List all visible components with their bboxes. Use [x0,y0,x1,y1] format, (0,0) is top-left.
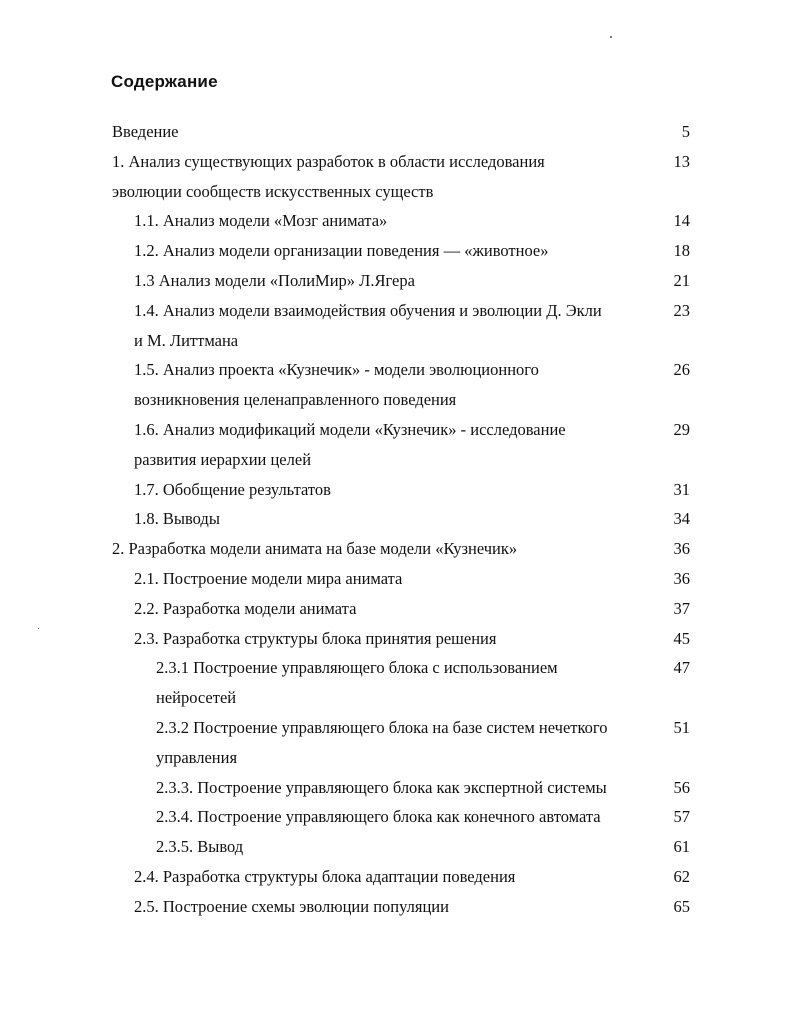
toc-page-number: 57 [673,807,690,827]
toc-entry-continuation: управления [156,747,238,767]
toc-entry-title: 2.2. Разработка модели анимата [134,598,357,618]
toc-page-number: 62 [673,867,690,886]
toc-entry-title: 2.3.4. Построение управляющего блока как конечного автомата [156,807,601,827]
toc-entry-title: 2. Разработка модели анимата на базе модели «Кузнечик» [112,539,518,559]
toc-entry-continuation: развития иерархии целей [134,449,312,469]
toc-page-number: 13 [673,151,690,171]
toc-page-number: 14 [673,211,690,231]
toc-entry-continuation: нейросетей [156,688,237,708]
toc-entry-title: 1.3 Анализ модели «ПолиМир» Л.Ягера [134,271,415,290]
scan-speck [610,36,612,38]
toc-page-number: 23 [673,300,690,320]
toc-page-number: 37 [673,598,690,618]
toc-page-number: 18 [673,241,690,261]
toc-page-number: 36 [673,539,690,559]
toc-entry-title: 1.8. Выводы [134,509,220,529]
toc-page-number: 29 [673,420,690,439]
toc-page-number: 65 [673,896,690,916]
toc-entry-title: 2.3.1 Построение управляющего блока с использованием [156,658,558,678]
scan-speck [38,628,39,629]
toc-page-number: 21 [673,271,690,290]
page-title: Содержание [111,72,218,91]
toc-entry-title: 1.6. Анализ модификаций модели «Кузнечик» - исследование [134,420,566,439]
toc-entry-title: 1.4. Анализ модели взаимодействия обучения и эволюции Д. Экли [134,300,602,320]
toc-entry-title: 1. Анализ существующих разработок в области исследования [112,151,545,171]
toc-page-number: 31 [673,479,690,499]
toc-page-number: 5 [681,122,690,141]
toc-page-number: 51 [673,718,690,737]
toc-entry-title: Введение [112,122,179,141]
toc-entry-title: 2.3. Разработка структуры блока принятия решения [134,628,497,648]
toc-entry-title: 2.3.5. Вывод [156,837,244,857]
toc-page-number: 61 [673,837,690,857]
toc-page-number: 56 [673,777,690,797]
toc-entry-title: 2.5. Построение схемы эволюции популяции [134,896,449,916]
toc-page-number: 34 [673,509,690,529]
toc-entry-title: 1.1. Анализ модели «Мозг анимата» [134,211,388,231]
toc-page-number: 45 [673,628,690,648]
toc-entry-title: 2.3.2 Построение управляющего блока на базе систем нечеткого [156,718,608,737]
toc-entry-continuation: и М. Литтмана [134,330,239,350]
toc-entry-title: 2.1. Построение модели мира анимата [134,569,403,588]
toc-entry-continuation: эволюции сообществ искусственных существ [112,181,434,201]
toc-entry-title: 1.5. Анализ проекта «Кузнечик» - модели эволюционного [134,360,539,380]
toc-entry-title: 2.3.3. Построение управляющего блока как экспертной системы [156,777,607,797]
toc-entry-title: 2.4. Разработка структуры блока адаптации поведения [134,867,516,886]
toc-entry-title: 1.2. Анализ модели организации поведения — «животное» [134,241,549,261]
toc-entry-title: 1.7. Обобщение результатов [134,479,331,499]
toc-page-number: 36 [673,569,690,588]
toc-page-number: 47 [673,658,690,678]
toc-page-number: 26 [673,360,690,380]
toc-entry-continuation: возникновения целенаправленного поведения [134,390,457,410]
